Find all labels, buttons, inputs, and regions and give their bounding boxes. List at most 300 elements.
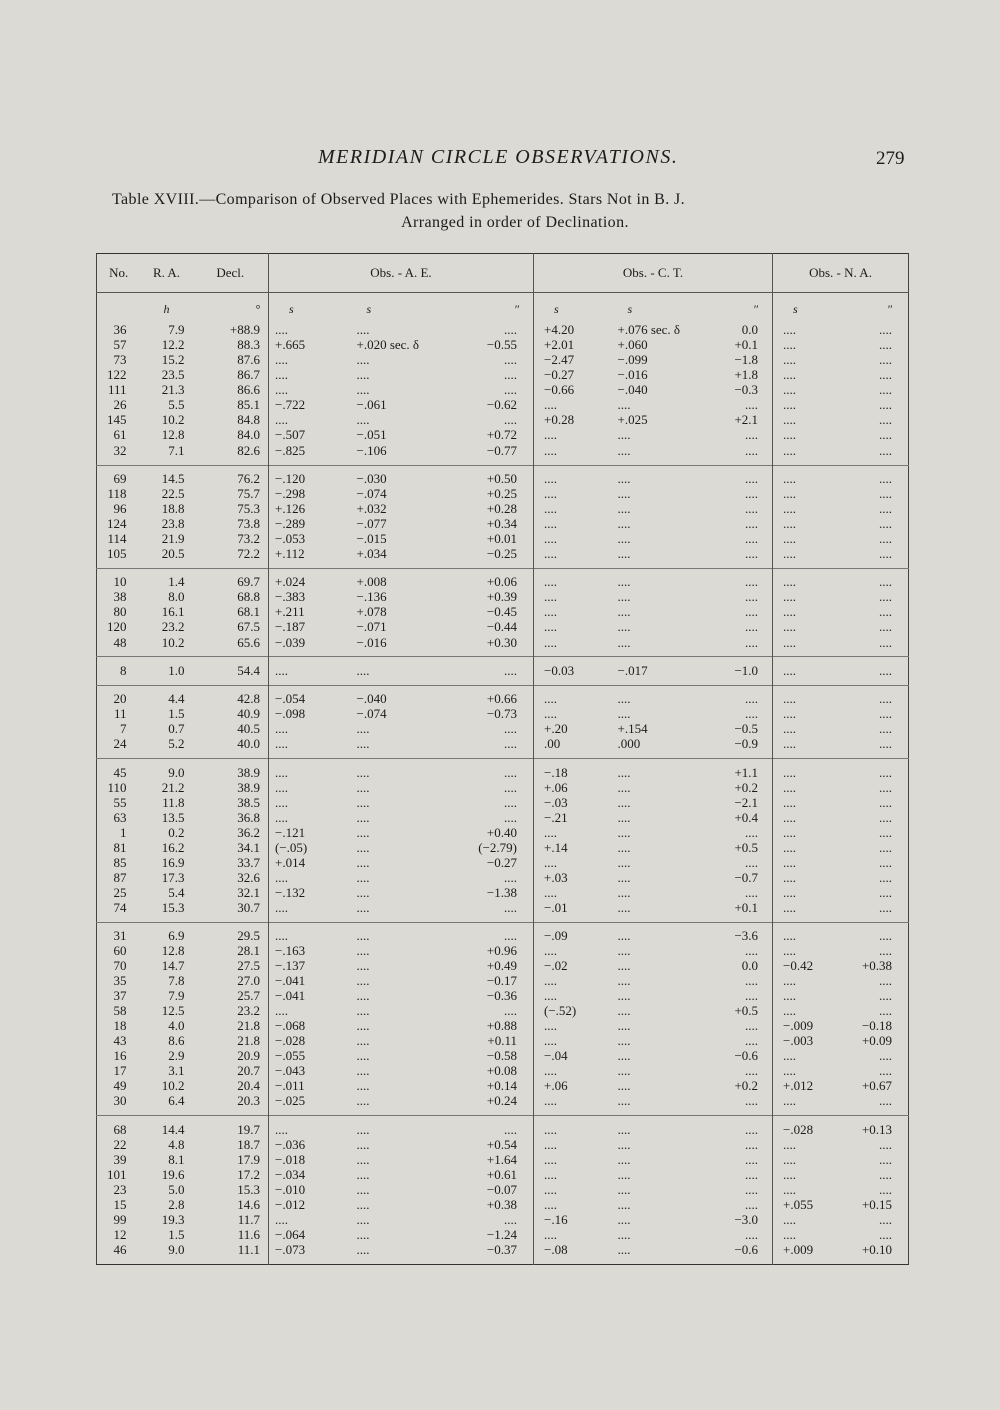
- table-row: [97, 1019, 909, 1034]
- na-ra-cell: ....: [773, 547, 839, 569]
- ct-ra-factor-cell: ....: [617, 1242, 631, 1258]
- table-row: [97, 1243, 909, 1265]
- row-group: [97, 685, 909, 758]
- ae-ra-cell: −.053: [269, 532, 347, 547]
- na-decl-cell: ....: [879, 530, 893, 546]
- ct-decl-cell: ....: [745, 824, 759, 840]
- star-no-cell: 63: [113, 809, 127, 825]
- ct-decl-cell: ....: [745, 1018, 759, 1034]
- ae-ra-cell: ....: [269, 922, 347, 944]
- ra-cell: 7.1: [168, 442, 185, 458]
- table-row: [97, 1004, 909, 1019]
- ct-ra-cell: ....: [534, 685, 608, 707]
- ct-decl-cell: 0.0: [741, 322, 759, 338]
- table-row: [97, 502, 909, 517]
- unit-cell: ″: [753, 302, 759, 316]
- star-no-cell: 16: [113, 1048, 127, 1064]
- table-row: [97, 1228, 909, 1243]
- ct-ra-cell: ....: [534, 1198, 608, 1213]
- ae-ra-cell: ....: [269, 383, 347, 398]
- ct-decl-cell: −0.5: [734, 721, 759, 737]
- ae-ra-cell: −.120: [269, 465, 347, 487]
- running-title: MERIDIAN CIRCLE OBSERVATIONS.: [318, 146, 679, 168]
- ct-decl-cell: −1.8: [734, 352, 759, 368]
- ct-decl-cell: ....: [745, 619, 759, 635]
- decl-cell: 72.2: [237, 546, 260, 562]
- na-ra-cell: ....: [773, 886, 839, 901]
- ct-ra-cell: ....: [534, 635, 608, 657]
- ae-decl-cell: −0.44: [486, 619, 517, 635]
- ct-decl-cell: −3.6: [734, 928, 759, 944]
- decl-cell: 73.2: [237, 530, 260, 546]
- table-row: [97, 871, 909, 886]
- ae-ra-cell: ....: [269, 795, 347, 810]
- decl-cell: 54.4: [237, 662, 260, 678]
- ct-ra-factor-cell: ....: [617, 515, 631, 531]
- star-no-cell: 25: [113, 884, 127, 900]
- ae-ra-cell: ....: [269, 722, 347, 737]
- ae-decl-cell: ....: [504, 899, 517, 915]
- ae-ra-cell: ....: [269, 901, 347, 923]
- ae-decl-cell: ....: [504, 736, 517, 752]
- na-ra-cell: ....: [773, 707, 839, 722]
- ae-ra-cell: −.068: [269, 1019, 347, 1034]
- decl-cell: 36.2: [237, 824, 260, 840]
- ae-ra-cell: ....: [269, 413, 347, 428]
- ct-ra-factor-cell: ....: [617, 1093, 631, 1109]
- na-decl-cell: ....: [879, 809, 893, 825]
- ae-ra-factor-cell: −.016: [356, 634, 387, 650]
- na-ra-cell: ....: [773, 1138, 839, 1153]
- ae-ra-factor-cell: ....: [356, 764, 370, 780]
- ra-cell: 16.9: [161, 854, 185, 870]
- na-decl-cell: ....: [879, 1136, 893, 1152]
- star-no-cell: 111: [107, 382, 127, 398]
- ae-decl-cell: +0.38: [486, 1196, 517, 1212]
- ct-decl-cell: ....: [745, 1151, 759, 1167]
- ae-ra-cell: ....: [269, 759, 347, 781]
- ra-cell: 15.2: [161, 352, 185, 368]
- ra-cell: 4.0: [168, 1018, 185, 1034]
- star-no-cell: 37: [113, 988, 127, 1004]
- na-ra-cell: −.003: [773, 1034, 839, 1049]
- ct-ra-factor-cell: ....: [617, 839, 631, 855]
- star-no-cell: 85: [113, 854, 127, 870]
- decl-cell: 76.2: [237, 470, 260, 486]
- ae-ra-cell: −.018: [269, 1153, 347, 1168]
- ra-cell: 1.0: [168, 662, 185, 678]
- ae-decl-cell: +0.49: [486, 958, 517, 974]
- na-ra-cell: +.055: [773, 1198, 839, 1213]
- ct-decl-cell: −0.7: [734, 869, 759, 885]
- star-no-cell: 39: [113, 1151, 127, 1167]
- ra-cell: 16.2: [161, 839, 185, 855]
- na-decl-cell: ....: [879, 839, 893, 855]
- ct-ra-factor-cell: ....: [617, 619, 631, 635]
- decl-cell: 21.8: [237, 1018, 260, 1034]
- ct-ra-cell: −0.66: [534, 383, 608, 398]
- ct-decl-cell: ....: [745, 1166, 759, 1182]
- ae-ra-factor-cell: ....: [356, 958, 370, 974]
- ct-ra-cell: ....: [534, 428, 608, 443]
- na-ra-cell: ....: [773, 590, 839, 605]
- ra-cell: 23.2: [161, 619, 185, 635]
- ae-ra-factor-cell: ....: [356, 824, 370, 840]
- na-decl-cell: ....: [879, 869, 893, 885]
- page-number: 279: [876, 148, 905, 169]
- star-no-cell: 69: [113, 470, 127, 486]
- ct-decl-cell: ....: [745, 604, 759, 620]
- ra-cell: 6.9: [168, 928, 185, 944]
- ae-ra-cell: +.014: [269, 856, 347, 871]
- na-decl-cell: ....: [879, 899, 893, 915]
- ct-ra-cell: ....: [534, 886, 608, 901]
- table-row: [97, 1079, 909, 1094]
- na-decl-cell: ....: [879, 546, 893, 562]
- star-no-cell: 48: [113, 634, 127, 650]
- ct-ra-factor-cell: ....: [617, 691, 631, 707]
- na-ra-cell: ....: [773, 1004, 839, 1019]
- ct-ra-cell: ....: [534, 1034, 608, 1049]
- ae-ra-cell: −.012: [269, 1198, 347, 1213]
- table-caption-line-2: Arranged in order of Declination.: [401, 214, 629, 231]
- na-decl-cell: ....: [879, 470, 893, 486]
- ct-ra-factor-cell: ....: [617, 988, 631, 1004]
- ae-ra-factor-cell: ....: [356, 1196, 370, 1212]
- ae-decl-cell: −0.77: [486, 442, 517, 458]
- ct-decl-cell: ....: [745, 973, 759, 989]
- row-group: [97, 657, 909, 685]
- na-decl-cell: ....: [879, 988, 893, 1004]
- na-decl-cell: ....: [879, 589, 893, 605]
- ae-ra-factor-cell: −.030: [356, 470, 387, 486]
- na-ra-cell: ....: [773, 1064, 839, 1079]
- ct-ra-cell: ....: [534, 1094, 608, 1116]
- ae-ra-factor-cell: ....: [356, 1211, 370, 1227]
- na-ra-cell: −.009: [773, 1019, 839, 1034]
- ra-cell: 20.5: [161, 546, 185, 562]
- star-no-cell: 38: [113, 589, 127, 605]
- row-group: [97, 465, 909, 568]
- decl-cell: 73.8: [237, 515, 260, 531]
- decl-cell: 29.5: [237, 928, 260, 944]
- ae-ra-factor-cell: −.040: [356, 691, 387, 707]
- ct-ra-cell: −.03: [534, 795, 608, 810]
- decl-cell: 38.9: [237, 764, 260, 780]
- ae-decl-cell: −0.37: [486, 1242, 517, 1258]
- ct-ra-cell: ....: [534, 856, 608, 871]
- ct-decl-cell: +0.5: [734, 1003, 759, 1019]
- unit-cell: ″: [887, 302, 893, 316]
- ae-ra-factor-cell: −.074: [356, 485, 387, 501]
- ct-ra-factor-cell: ....: [617, 1048, 631, 1064]
- ct-ra-cell: ....: [534, 620, 608, 635]
- ra-cell: 12.8: [161, 427, 185, 443]
- ae-ra-factor-cell: ....: [356, 721, 370, 737]
- star-no-cell: 58: [113, 1003, 127, 1019]
- star-no-cell: 22: [113, 1136, 127, 1152]
- ct-ra-factor-cell: ....: [617, 1181, 631, 1197]
- table-row: [97, 1049, 909, 1064]
- ae-decl-cell: +0.11: [487, 1033, 517, 1049]
- ae-ra-factor-cell: ....: [356, 854, 370, 870]
- ae-decl-cell: +0.66: [486, 691, 517, 707]
- na-decl-cell: ....: [879, 662, 893, 678]
- ct-decl-cell: ....: [745, 1226, 759, 1242]
- table-caption-line-1: Table XVIII.—Comparison of Observed Places with Ephemerides. Stars Not in B. J.: [112, 191, 686, 208]
- na-decl-cell: −0.18: [861, 1018, 893, 1034]
- ae-ra-cell: −.121: [269, 826, 347, 841]
- ra-cell: 4.4: [168, 691, 185, 707]
- col-header-obs-na: Obs. - N. A.: [773, 254, 909, 293]
- ae-decl-cell: ....: [504, 794, 517, 810]
- star-no-cell: 26: [113, 397, 127, 413]
- na-ra-cell: ....: [773, 989, 839, 1004]
- ae-decl-cell: +0.61: [486, 1166, 517, 1182]
- ct-ra-factor-cell: −.016: [617, 367, 648, 383]
- ct-ra-cell: ....: [534, 1153, 608, 1168]
- ae-ra-factor-cell: ....: [356, 1093, 370, 1109]
- ae-ra-cell: −.163: [269, 944, 347, 959]
- ct-ra-factor-cell: ....: [617, 794, 631, 810]
- star-no-cell: 57: [113, 337, 127, 353]
- ra-cell: 23.5: [161, 367, 185, 383]
- ae-decl-cell: −1.24: [486, 1226, 517, 1242]
- ae-ra-cell: (−.05): [269, 841, 347, 856]
- ae-ra-cell: ....: [269, 1213, 347, 1228]
- ct-ra-factor-cell: ....: [617, 1166, 631, 1182]
- ct-decl-cell: +0.5: [734, 839, 759, 855]
- star-no-cell: 124: [107, 515, 127, 531]
- ae-ra-cell: −.043: [269, 1064, 347, 1079]
- decl-cell: 85.1: [237, 397, 260, 413]
- table-row: [97, 780, 909, 795]
- ae-ra-cell: −.289: [269, 517, 347, 532]
- ae-ra-factor-cell: ....: [356, 869, 370, 885]
- ae-ra-factor-cell: ....: [356, 1136, 370, 1152]
- ct-ra-factor-cell: ....: [617, 884, 631, 900]
- ae-ra-factor-cell: ....: [356, 1181, 370, 1197]
- ae-ra-factor-cell: ....: [356, 943, 370, 959]
- ra-cell: 1.4: [168, 574, 185, 590]
- ae-ra-cell: −.055: [269, 1049, 347, 1064]
- decl-cell: 20.9: [237, 1048, 260, 1064]
- table-row: [97, 856, 909, 871]
- ae-ra-cell: −.011: [269, 1079, 347, 1094]
- ae-decl-cell: ....: [504, 764, 517, 780]
- ct-ra-cell: ....: [534, 1138, 608, 1153]
- comparison-table: [96, 253, 909, 1265]
- ct-ra-cell: −.21: [534, 811, 608, 826]
- ae-ra-cell: ....: [269, 1004, 347, 1019]
- ra-cell: 21.9: [161, 530, 185, 546]
- table-row: [97, 826, 909, 841]
- decl-cell: 33.7: [237, 854, 260, 870]
- ae-decl-cell: ....: [504, 352, 517, 368]
- na-decl-cell: ....: [879, 854, 893, 870]
- na-decl-cell: +0.10: [861, 1242, 893, 1258]
- ra-cell: 12.5: [161, 1003, 185, 1019]
- na-ra-cell: ....: [773, 871, 839, 886]
- ct-decl-cell: 0.0: [741, 958, 759, 974]
- ct-ra-factor-cell: ....: [617, 485, 631, 501]
- ae-decl-cell: ....: [504, 367, 517, 383]
- ct-ra-cell: ....: [534, 605, 608, 620]
- ae-ra-cell: −.507: [269, 428, 347, 443]
- ct-ra-factor-cell: ....: [617, 546, 631, 562]
- ae-decl-cell: +0.72: [486, 427, 517, 443]
- star-no-cell: 18: [113, 1018, 127, 1034]
- ct-ra-cell: ....: [534, 398, 608, 413]
- ct-ra-cell: ....: [534, 944, 608, 959]
- table-row: [97, 517, 909, 532]
- table-row: [97, 428, 909, 443]
- na-decl-cell: ....: [879, 515, 893, 531]
- unit-cell: s: [627, 302, 633, 316]
- ra-cell: 12.8: [161, 943, 185, 959]
- ae-ra-factor-cell: ....: [356, 809, 370, 825]
- ae-decl-cell: +0.14: [486, 1078, 517, 1094]
- table-row: [97, 443, 909, 465]
- decl-cell: 84.0: [237, 427, 260, 443]
- table-row: [97, 1213, 909, 1228]
- star-no-cell: 46: [113, 1242, 127, 1258]
- ct-ra-cell: ....: [534, 1183, 608, 1198]
- ae-ra-factor-cell: ....: [356, 382, 370, 398]
- na-decl-cell: ....: [879, 382, 893, 398]
- na-ra-cell: ....: [773, 487, 839, 502]
- ae-ra-factor-cell: ....: [356, 1018, 370, 1034]
- table-row: [97, 1064, 909, 1079]
- na-ra-cell: ....: [773, 1153, 839, 1168]
- ct-ra-cell: −.09: [534, 922, 608, 944]
- ae-ra-factor-cell: ....: [356, 779, 370, 795]
- ra-cell: 16.1: [161, 604, 185, 620]
- na-decl-cell: ....: [879, 736, 893, 752]
- na-decl-cell: ....: [879, 706, 893, 722]
- table-row: [97, 737, 909, 759]
- star-no-cell: 60: [113, 943, 127, 959]
- ct-ra-cell: ....: [534, 1064, 608, 1079]
- na-decl-cell: ....: [879, 322, 893, 338]
- ra-cell: 2.9: [168, 1048, 185, 1064]
- table-caption: [110, 188, 920, 234]
- star-no-cell: 49: [113, 1078, 127, 1094]
- table-row: [97, 886, 909, 901]
- units-row: [97, 293, 909, 318]
- ct-ra-factor-cell: +.076 sec. δ: [617, 322, 681, 338]
- table-row: [97, 532, 909, 547]
- na-decl-cell: ....: [879, 928, 893, 944]
- table-row: [97, 368, 909, 383]
- ae-ra-factor-cell: +.032: [356, 500, 387, 516]
- ae-ra-factor-cell: ....: [356, 662, 370, 678]
- ae-ra-factor-cell: −.071: [356, 619, 387, 635]
- decl-cell: 30.7: [237, 899, 260, 915]
- header-row: [97, 254, 909, 293]
- ae-ra-cell: ....: [269, 657, 347, 685]
- ae-decl-cell: ....: [504, 869, 517, 885]
- star-no-cell: 105: [107, 546, 127, 562]
- decl-cell: 14.6: [237, 1196, 260, 1212]
- ae-ra-factor-cell: +.078: [356, 604, 387, 620]
- decl-cell: 87.6: [237, 352, 260, 368]
- ct-ra-cell: (−.52): [534, 1004, 608, 1019]
- row-group: [97, 922, 909, 1116]
- star-no-cell: 55: [113, 794, 127, 810]
- na-ra-cell: ....: [773, 841, 839, 856]
- na-decl-cell: +0.15: [861, 1196, 893, 1212]
- unit-cell: s: [366, 302, 372, 316]
- star-no-cell: 8: [120, 662, 127, 678]
- na-ra-cell: ....: [773, 532, 839, 547]
- ct-ra-cell: +4.20: [534, 317, 608, 338]
- ae-ra-cell: −.039: [269, 635, 347, 657]
- decl-cell: 11.7: [237, 1211, 260, 1227]
- ae-ra-factor-cell: −.077: [356, 515, 387, 531]
- na-decl-cell: ....: [879, 500, 893, 516]
- na-decl-cell: ....: [879, 1048, 893, 1064]
- ct-ra-factor-cell: ....: [617, 809, 631, 825]
- star-no-cell: 80: [113, 604, 127, 620]
- ae-decl-cell: ....: [504, 779, 517, 795]
- na-ra-cell: ....: [773, 635, 839, 657]
- decl-cell: 86.6: [237, 382, 260, 398]
- ct-decl-cell: +0.2: [734, 1078, 759, 1094]
- ct-decl-cell: −0.6: [734, 1242, 759, 1258]
- ct-ra-factor-cell: ....: [617, 779, 631, 795]
- na-ra-cell: ....: [773, 1228, 839, 1243]
- ae-decl-cell: −0.27: [486, 854, 517, 870]
- decl-cell: 84.8: [237, 412, 260, 428]
- ra-cell: 8.0: [168, 589, 185, 605]
- decl-cell: 36.8: [237, 809, 260, 825]
- na-decl-cell: ....: [879, 1063, 893, 1079]
- star-no-cell: 24: [113, 736, 127, 752]
- ct-decl-cell: ....: [745, 1196, 759, 1212]
- star-no-cell: 61: [113, 427, 127, 443]
- ae-ra-factor-cell: −.074: [356, 706, 387, 722]
- ct-decl-cell: +0.1: [734, 337, 759, 353]
- ae-decl-cell: −0.58: [486, 1048, 517, 1064]
- na-ra-cell: +.012: [773, 1079, 839, 1094]
- ra-cell: 14.4: [161, 1121, 185, 1137]
- na-decl-cell: ....: [879, 1093, 893, 1109]
- ra-cell: 7.9: [168, 988, 185, 1004]
- ct-decl-cell: ....: [745, 1181, 759, 1197]
- ct-ra-factor-cell: ....: [617, 1151, 631, 1167]
- ae-decl-cell: +0.39: [486, 589, 517, 605]
- ct-ra-cell: −.16: [534, 1213, 608, 1228]
- na-decl-cell: +0.38: [861, 958, 893, 974]
- star-no-cell: 99: [113, 1211, 127, 1227]
- ra-cell: 18.8: [161, 500, 185, 516]
- ct-ra-cell: ....: [534, 1228, 608, 1243]
- ae-decl-cell: +0.34: [486, 515, 517, 531]
- ct-ra-cell: ....: [534, 547, 608, 569]
- na-decl-cell: ....: [879, 397, 893, 413]
- star-no-cell: 43: [113, 1033, 127, 1049]
- na-ra-cell: ....: [773, 413, 839, 428]
- decl-cell: 38.9: [237, 779, 260, 795]
- ct-decl-cell: ....: [745, 470, 759, 486]
- ra-cell: 19.3: [161, 1211, 185, 1227]
- na-ra-cell: ....: [773, 811, 839, 826]
- ae-decl-cell: −0.73: [486, 706, 517, 722]
- ct-decl-cell: ....: [745, 691, 759, 707]
- table-row: [97, 568, 909, 590]
- ra-cell: 4.8: [168, 1136, 185, 1152]
